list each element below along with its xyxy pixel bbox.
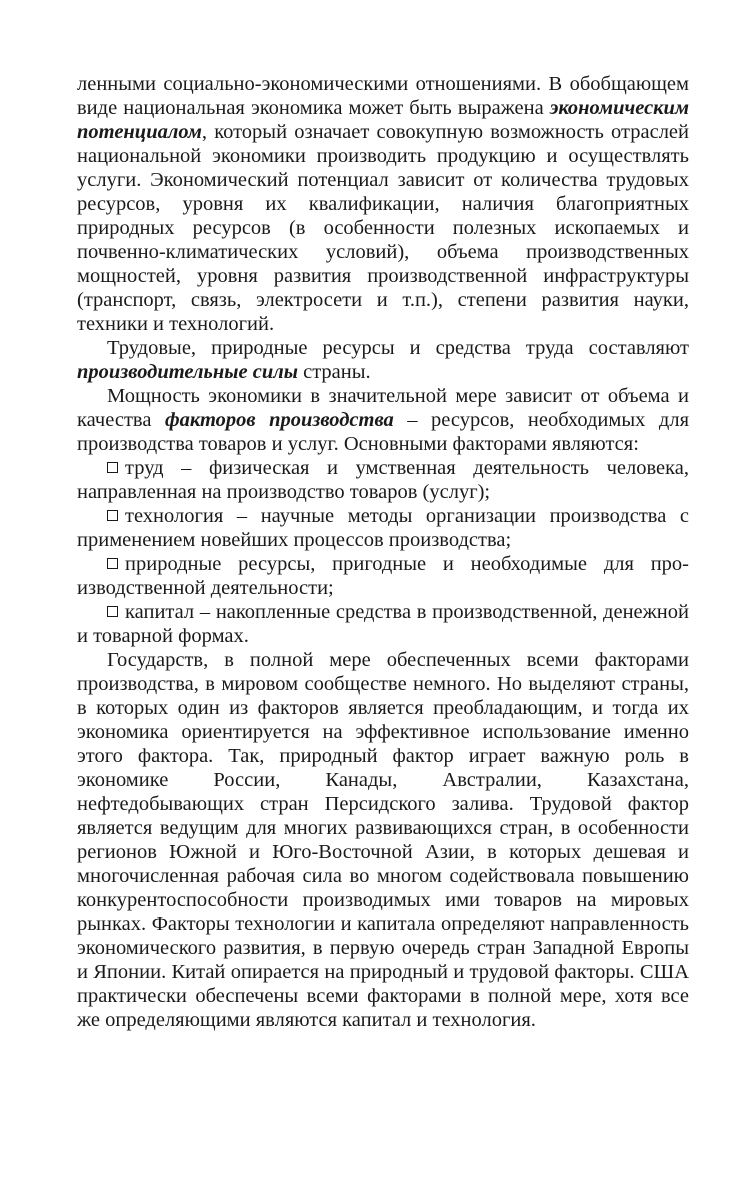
list-item-text: природные ресурсы, пригодные и необходимые для производственной деятельности;	[77, 553, 689, 599]
key-term-production-factors: факторов производства	[164, 409, 394, 431]
paragraph-economic-potential	[77, 72, 689, 336]
paragraph-countries-factors: Государств, в полной мере обеспеченных всеми факторами производства, в мировом сообществе немного. Но выделяют страны, в которых один из факторов является преобладающим, и тогда их экономика ориентируется на эффективное использование именно этого фактора. Так, природный фактор играет важную роль в экономике России, Канады, Австралии, Казахстана, нефтедобывающих стран Персидского залива. Трудовой фактор является ведущим для многих развивающихся стран, в особенности регионов Южной и Юго-Восточной Азии, в которых дешевая и многочисленная рабочая сила во многом содействовала повышению конкурентоспособности производимых ими товаров на мировых рынках. Факторы технологии и капитала определяют направленность экономического развития, в первую очередь стран Западной Европы и Японии. Китай опирается на природный и трудовой факторы. США практически обеспечены всеми факторами в полной мере, хотя все же определяющими являются капитал и технология.	[77, 649, 689, 1031]
text-run: Трудовые, природные ресурсы и средства труда составляют	[107, 337, 689, 359]
checkbox-bullet-icon	[107, 462, 118, 473]
text-run: ленными социально-экономическими отношениями. В обобщающем виде национальная экономика может быть выражена	[77, 73, 689, 119]
list-item-text: технология – научные методы организации производства с применением новейших процессов производства;	[77, 505, 689, 551]
text-run: – ресурсов, необходимых для производства товаров и услуг. Основными факторами являются:	[77, 409, 689, 455]
list-item	[77, 504, 689, 552]
checkbox-bullet-icon	[107, 606, 118, 617]
checkbox-bullet-icon	[107, 558, 118, 569]
factor-list	[77, 456, 689, 648]
text-run: Мощность экономики в значительной мере зависит от объема и качества	[77, 385, 689, 431]
key-term-economic-potential: экономическим потенциалом	[77, 97, 689, 143]
list-item	[77, 600, 689, 648]
list-item-text: труд – физическая и умственная деятельность человека, направленная на производство товаров (услуг);	[77, 457, 689, 503]
text-run: страны.	[297, 361, 371, 383]
key-term-productive-forces: производительные силы	[77, 361, 298, 383]
text-run: , который означает совокупную возможность отраслей национальной экономики производить продукцию и осуществлять услуги. Экономический потенциал зависит от количества трудовых ресурсов, уровня их квалификации, наличия благоприятных природных ресурсов (в особенности полезных ископаемых и почвенно-климатических условий), объема производственных мощностей, уровня развития производственной инфраструктуры (транспорт, связь, электросети и т.п.), степени развития науки, техники и технологий.	[77, 121, 689, 335]
paragraph-productive-forces	[77, 336, 689, 384]
paragraph-production-factors	[77, 384, 689, 456]
list-item	[77, 456, 689, 504]
list-item	[77, 552, 689, 600]
list-item-text: капитал – накопленные средства в производственной, денежной и товарной формах.	[77, 601, 689, 647]
checkbox-bullet-icon	[107, 510, 118, 521]
document-page	[77, 72, 689, 1032]
